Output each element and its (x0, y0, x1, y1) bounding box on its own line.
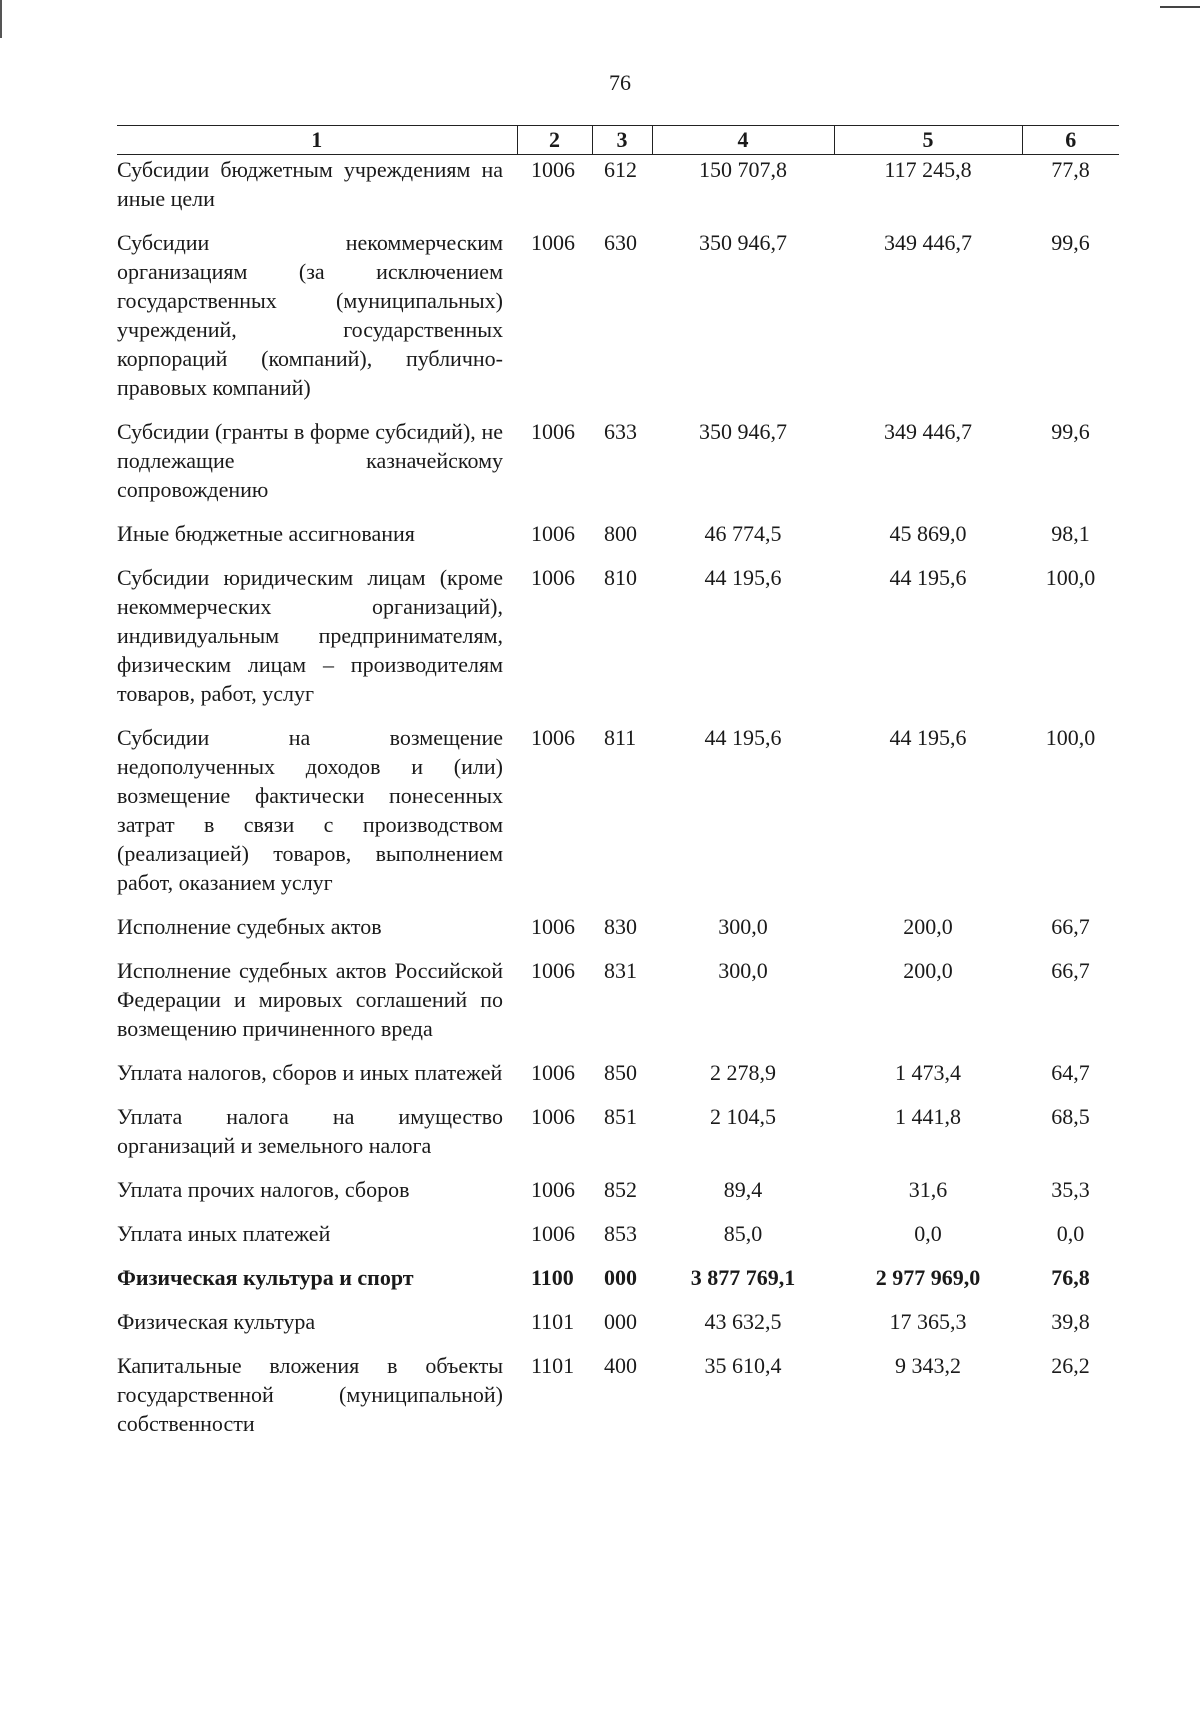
row-execution-percent: 76,8 (1051, 1265, 1090, 1290)
row-planned-amount: 300,0 (718, 958, 768, 983)
row-name: Субсидии бюджетным учреждениям на иные цели (117, 157, 503, 211)
row-execution-percent: 0,0 (1056, 1221, 1085, 1246)
row-expense-type-code: 852 (604, 1177, 637, 1202)
row-expense-type-code: 000 (604, 1309, 637, 1334)
table-row (117, 1351, 1119, 1453)
row-expense-type-code: 800 (604, 521, 637, 546)
row-execution-percent: 77,8 (1051, 157, 1090, 182)
row-name: Исполнение судебных актов Российской Федерации и мировых соглашений по возмещению причиненного вреда (117, 958, 503, 1041)
row-section-code: 1006 (531, 521, 575, 546)
row-actual-amount: 45 869,0 (889, 521, 967, 546)
row-planned-amount: 43 632,5 (704, 1309, 782, 1334)
table-row (117, 1219, 1119, 1263)
row-expense-type-code: 612 (604, 157, 637, 182)
row-planned-amount: 150 707,8 (699, 157, 787, 182)
column-header-3: 3 (592, 126, 652, 155)
row-name: Субсидии на возмещение недополученных доходов и (или) возмещение фактически понесенных затрат в связи с производством (реализацией) товаров, выполнением работ, оказанием услуг (117, 725, 503, 895)
table-row (117, 563, 1119, 723)
table-row (117, 417, 1119, 519)
table-row (117, 228, 1119, 417)
row-section-code: 1006 (531, 1104, 575, 1129)
row-execution-percent: 66,7 (1051, 914, 1090, 939)
row-execution-percent: 98,1 (1051, 521, 1090, 546)
row-actual-amount: 349 446,7 (884, 230, 972, 255)
row-execution-percent: 100,0 (1045, 565, 1096, 590)
row-name: Субсидии юридическим лицам (кроме некоммерческих организаций), индивидуальным предпринимателям, физическим лицам – производителям товаров, работ, услуг (117, 565, 503, 706)
row-execution-percent: 39,8 (1051, 1309, 1090, 1334)
table-row (117, 1307, 1119, 1351)
row-execution-percent: 100,0 (1045, 725, 1096, 750)
table-header-row (117, 126, 1119, 155)
row-actual-amount: 31,6 (908, 1177, 948, 1202)
row-expense-type-code: 630 (604, 230, 637, 255)
row-planned-amount: 300,0 (718, 914, 768, 939)
page-number: 76 (609, 70, 631, 95)
row-actual-amount: 44 195,6 (889, 725, 967, 750)
row-expense-type-code: 831 (604, 958, 637, 983)
row-expense-type-code: 830 (604, 914, 637, 939)
row-actual-amount: 349 446,7 (884, 419, 972, 444)
row-execution-percent: 99,6 (1051, 419, 1090, 444)
row-section-code: 1006 (531, 230, 575, 255)
row-execution-percent: 64,7 (1051, 1060, 1090, 1085)
table-row (117, 723, 1119, 912)
row-name: Субсидии некоммерческим организациям (за исключением государственных (муниципальных) учреждений, государственных корпораций (компаний), публично-правовых компаний) (117, 230, 503, 400)
row-actual-amount: 1 441,8 (895, 1104, 961, 1129)
row-planned-amount: 350 946,7 (699, 419, 787, 444)
row-actual-amount: 1 473,4 (895, 1060, 961, 1085)
table-row (117, 956, 1119, 1058)
row-section-code: 1006 (531, 565, 575, 590)
row-expense-type-code: 853 (604, 1221, 637, 1246)
row-name: Физическая культура и спорт (117, 1265, 414, 1290)
row-expense-type-code: 633 (604, 419, 637, 444)
row-expense-type-code: 811 (604, 725, 637, 750)
row-execution-percent: 99,6 (1051, 230, 1090, 255)
row-name: Иные бюджетные ассигнования (117, 521, 415, 546)
table-row (117, 1263, 1119, 1307)
row-planned-amount: 3 877 769,1 (690, 1265, 796, 1290)
row-expense-type-code: 400 (604, 1353, 637, 1378)
row-planned-amount: 44 195,6 (704, 565, 782, 590)
row-section-code: 1006 (531, 725, 575, 750)
row-section-code: 1100 (531, 1265, 574, 1290)
row-actual-amount: 200,0 (903, 914, 953, 939)
row-actual-amount: 9 343,2 (895, 1353, 961, 1378)
scan-edge-mark (0, 0, 2, 38)
row-expense-type-code: 000 (604, 1265, 637, 1290)
row-name: Физическая культура (117, 1309, 316, 1334)
row-expense-type-code: 850 (604, 1060, 637, 1085)
row-actual-amount: 117 245,8 (884, 157, 972, 182)
row-actual-amount: 0,0 (914, 1221, 942, 1246)
row-section-code: 1006 (531, 157, 575, 182)
table-row (117, 912, 1119, 956)
row-name: Уплата налога на имущество организаций и земельного налога (117, 1104, 503, 1158)
row-name: Исполнение судебных актов (117, 914, 382, 939)
row-actual-amount: 2 977 969,0 (875, 1265, 981, 1290)
scan-corner-mark (1160, 6, 1200, 8)
row-execution-percent: 35,3 (1051, 1177, 1090, 1202)
row-section-code: 1006 (531, 419, 575, 444)
row-planned-amount: 2 104,5 (710, 1104, 776, 1129)
row-actual-amount: 17 365,3 (889, 1309, 967, 1334)
row-section-code: 1101 (531, 1353, 575, 1378)
row-section-code: 1006 (531, 1060, 575, 1085)
row-planned-amount: 89,4 (723, 1177, 763, 1202)
row-planned-amount: 46 774,5 (704, 521, 782, 546)
row-section-code: 1006 (531, 1221, 575, 1246)
row-planned-amount: 350 946,7 (699, 230, 787, 255)
row-name: Капитальные вложения в объекты государственной (муниципальной) собственности (117, 1353, 503, 1436)
row-actual-amount: 200,0 (903, 958, 953, 983)
row-planned-amount: 85,0 (723, 1221, 763, 1246)
table-row (117, 155, 1119, 229)
row-expense-type-code: 810 (604, 565, 637, 590)
row-expense-type-code: 851 (604, 1104, 637, 1129)
row-planned-amount: 2 278,9 (710, 1060, 776, 1085)
column-header-2: 2 (517, 126, 592, 155)
row-name: Субсидии (гранты в форме субсидий), не подлежащие казначейскому сопровождению (117, 419, 503, 502)
row-execution-percent: 68,5 (1051, 1104, 1090, 1129)
row-planned-amount: 35 610,4 (704, 1353, 782, 1378)
column-header-5: 5 (834, 126, 1022, 155)
table-row (117, 1058, 1119, 1102)
row-section-code: 1101 (531, 1309, 575, 1334)
row-execution-percent: 26,2 (1051, 1353, 1090, 1378)
column-header-6: 6 (1022, 126, 1119, 155)
row-actual-amount: 44 195,6 (889, 565, 967, 590)
row-planned-amount: 44 195,6 (704, 725, 782, 750)
row-execution-percent: 66,7 (1051, 958, 1090, 983)
table-row (117, 1102, 1119, 1175)
budget-table (117, 125, 1119, 1453)
row-section-code: 1006 (531, 958, 575, 983)
row-section-code: 1006 (531, 1177, 575, 1202)
row-name: Уплата налогов, сборов и иных платежей (117, 1060, 503, 1085)
row-name: Уплата прочих налогов, сборов (117, 1177, 410, 1202)
column-header-1: 1 (117, 126, 517, 155)
row-name: Уплата иных платежей (117, 1221, 331, 1246)
row-section-code: 1006 (531, 914, 575, 939)
table-row (117, 519, 1119, 563)
table-row (117, 1175, 1119, 1219)
table-body (117, 155, 1119, 1454)
column-header-4: 4 (652, 126, 834, 155)
